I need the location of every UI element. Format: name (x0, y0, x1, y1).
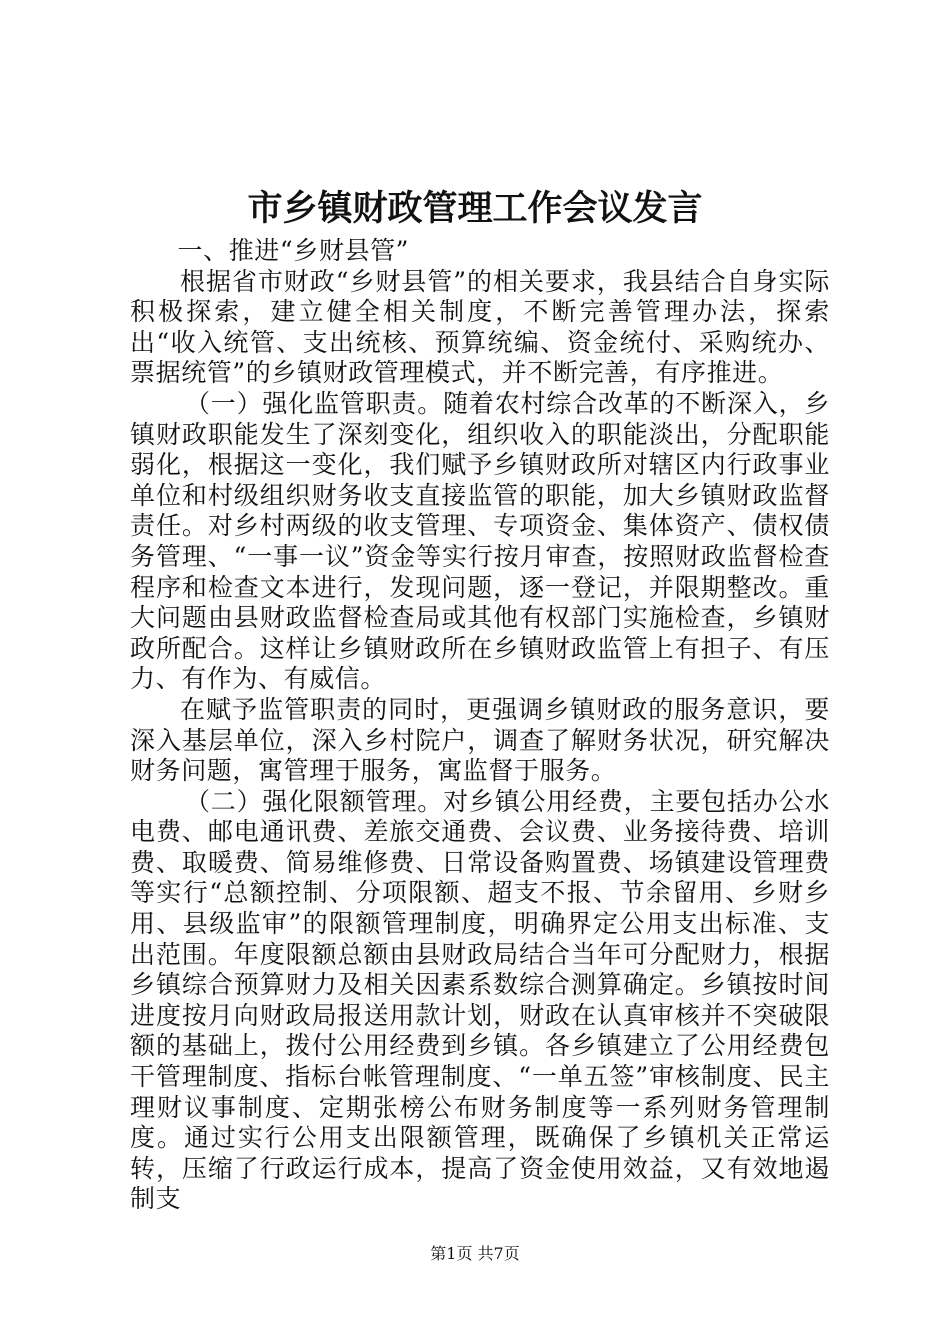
document-body (130, 236, 830, 1215)
paragraph: 在赋予监管职责的同时，更强调乡镇财政的服务意识，要深入基层单位，深入乡村院户，调查了解财务状况，研究解决财务问题，寓管理于服务，寓监督于服务。 (130, 694, 830, 786)
paragraph: 根据省市财政“乡财县管”的相关要求，我县结合自身实际积极探索，建立健全相关制度，不断完善管理办法，探索出“收入统管、支出统核、预算统编、资金统付、采购统办、票据统管”的乡镇财政管理模式，并不断完善，有序推进。 (130, 266, 830, 388)
section-heading: 一、推进“乡财县管” (177, 236, 410, 265)
paragraph: （一）强化监管职责。随着农村综合改革的不断深入，乡镇财政职能发生了深刻变化，组织收入的职能淡出，分配职能弱化，根据这一变化，我们赋予乡镇财政所对辖区内行政事业单位和村级组织财务收支直接监管的职能，加大乡镇财政监督责任。对乡村两级的收支管理、专项资金、集体资产、债权债务管理、“一事一议”资金等实行按月审查，按照财政监督检查程序和检查文本进行，发现问题，逐一登记，并限期整改。重大问题由县财政监督检查局或其他有权部门实施检查，乡镇财政所配合。这样让乡镇财政所在乡镇财政监管上有担子、有压力、有作为、有威信。 (130, 388, 830, 694)
page-number: 第1页 共7页 (430, 1244, 520, 1263)
document-title: 市乡镇财政管理工作会议发言 (247, 188, 703, 229)
paragraph: （二）强化限额管理。对乡镇公用经费，主要包括办公水电费、邮电通讯费、差旅交通费、会议费、业务接待费、培训费、取暖费、简易维修费、日常设备购置费、场镇建设管理费等实行“总额控制、分项限额、超支不报、节余留用、乡财乡用、县级监审”的限额管理制度，明确界定公用支出标准、支出范围。年度限额总额由县财政局结合当年可分配财力，根据乡镇综合预算财力及相关因素系数综合测算确定。乡镇按时间进度按月向财政局报送用款计划，财政在认真审核并不突破限额的基础上，拨付公用经费到乡镇。各乡镇建立了公用经费包干管理制度、指标台帐管理制度、“一单五签”审核制度、民主理财议事制度、定期张榜公布财务制度等一系列财务管理制度。通过实行公用支出限额管理，既确保了乡镇机关正常运转，压缩了行政运行成本，提高了资金使用效益，又有效地遏制支 (130, 786, 830, 1214)
